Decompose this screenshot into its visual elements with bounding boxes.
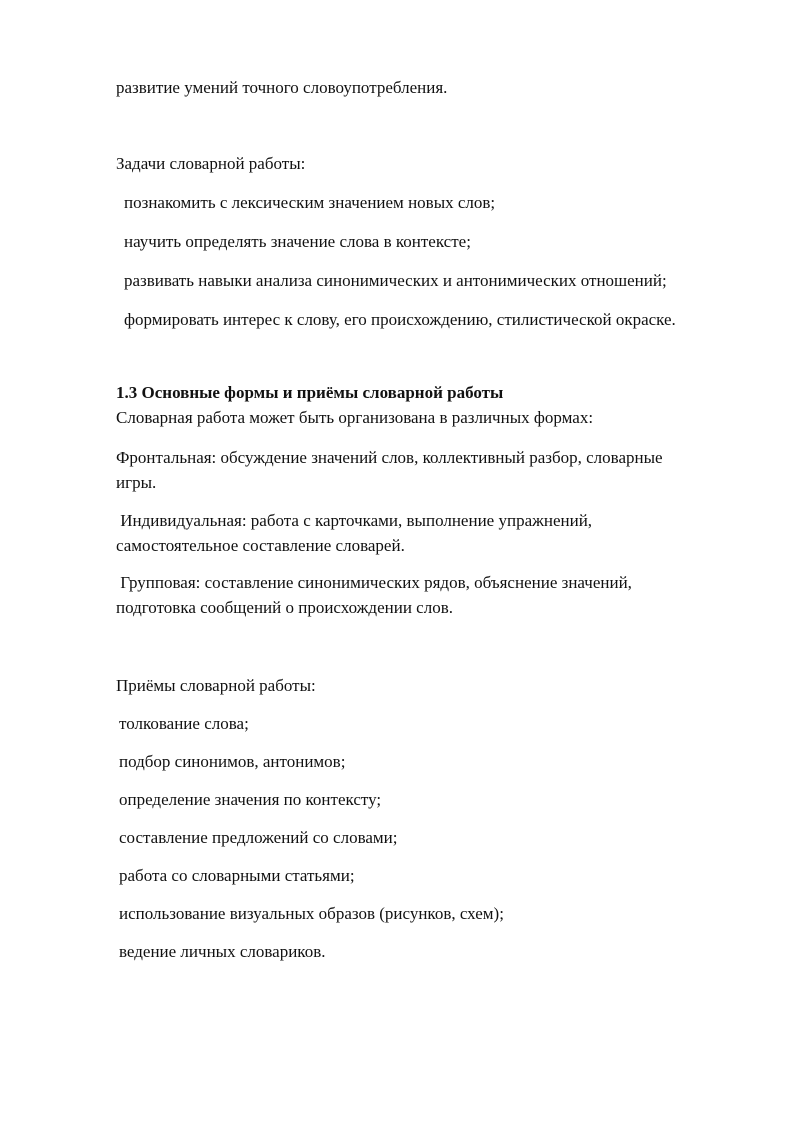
- task-item: формировать интерес к слову, его происхождению, стилистической окраске.: [124, 310, 676, 329]
- tasks-title: Задачи словарной работы:: [116, 154, 306, 173]
- technique-item: ведение личных словариков.: [119, 942, 326, 961]
- technique-item: работа со словарными статьями;: [119, 866, 355, 885]
- form-line: Фронтальная: обсуждение значений слов, коллективный разбор, словарные: [116, 448, 663, 467]
- task-item: развивать навыки анализа синонимических и антонимических отношений;: [124, 271, 667, 290]
- task-item: познакомить с лексическим значением новых слов;: [124, 193, 496, 212]
- form-line: Индивидуальная: работа с карточками, выполнение упражнений,: [116, 511, 593, 530]
- form-line: самостоятельное составление словарей.: [116, 536, 405, 555]
- technique-item: определение значения по контексту;: [119, 790, 382, 809]
- form-line: Групповая: составление синонимических рядов, объяснение значений,: [116, 573, 632, 592]
- techniques-title: Приёмы словарной работы:: [116, 676, 316, 695]
- technique-item: использование визуальных образов (рисунков, схем);: [119, 904, 504, 923]
- section-heading: 1.3 Основные формы и приёмы словарной работы: [116, 383, 504, 402]
- technique-item: толкование слова;: [119, 714, 249, 733]
- technique-item: составление предложений со словами;: [119, 828, 398, 847]
- form-line: игры.: [116, 473, 157, 492]
- intro-line: развитие умений точного словоупотребления.: [116, 78, 448, 97]
- form-line: подготовка сообщений о происхождении слов.: [116, 598, 453, 617]
- technique-item: подбор синонимов, антонимов;: [119, 752, 346, 771]
- task-item: научить определять значение слова в контексте;: [124, 232, 471, 251]
- section-intro: Словарная работа может быть организована в различных формах:: [116, 408, 594, 427]
